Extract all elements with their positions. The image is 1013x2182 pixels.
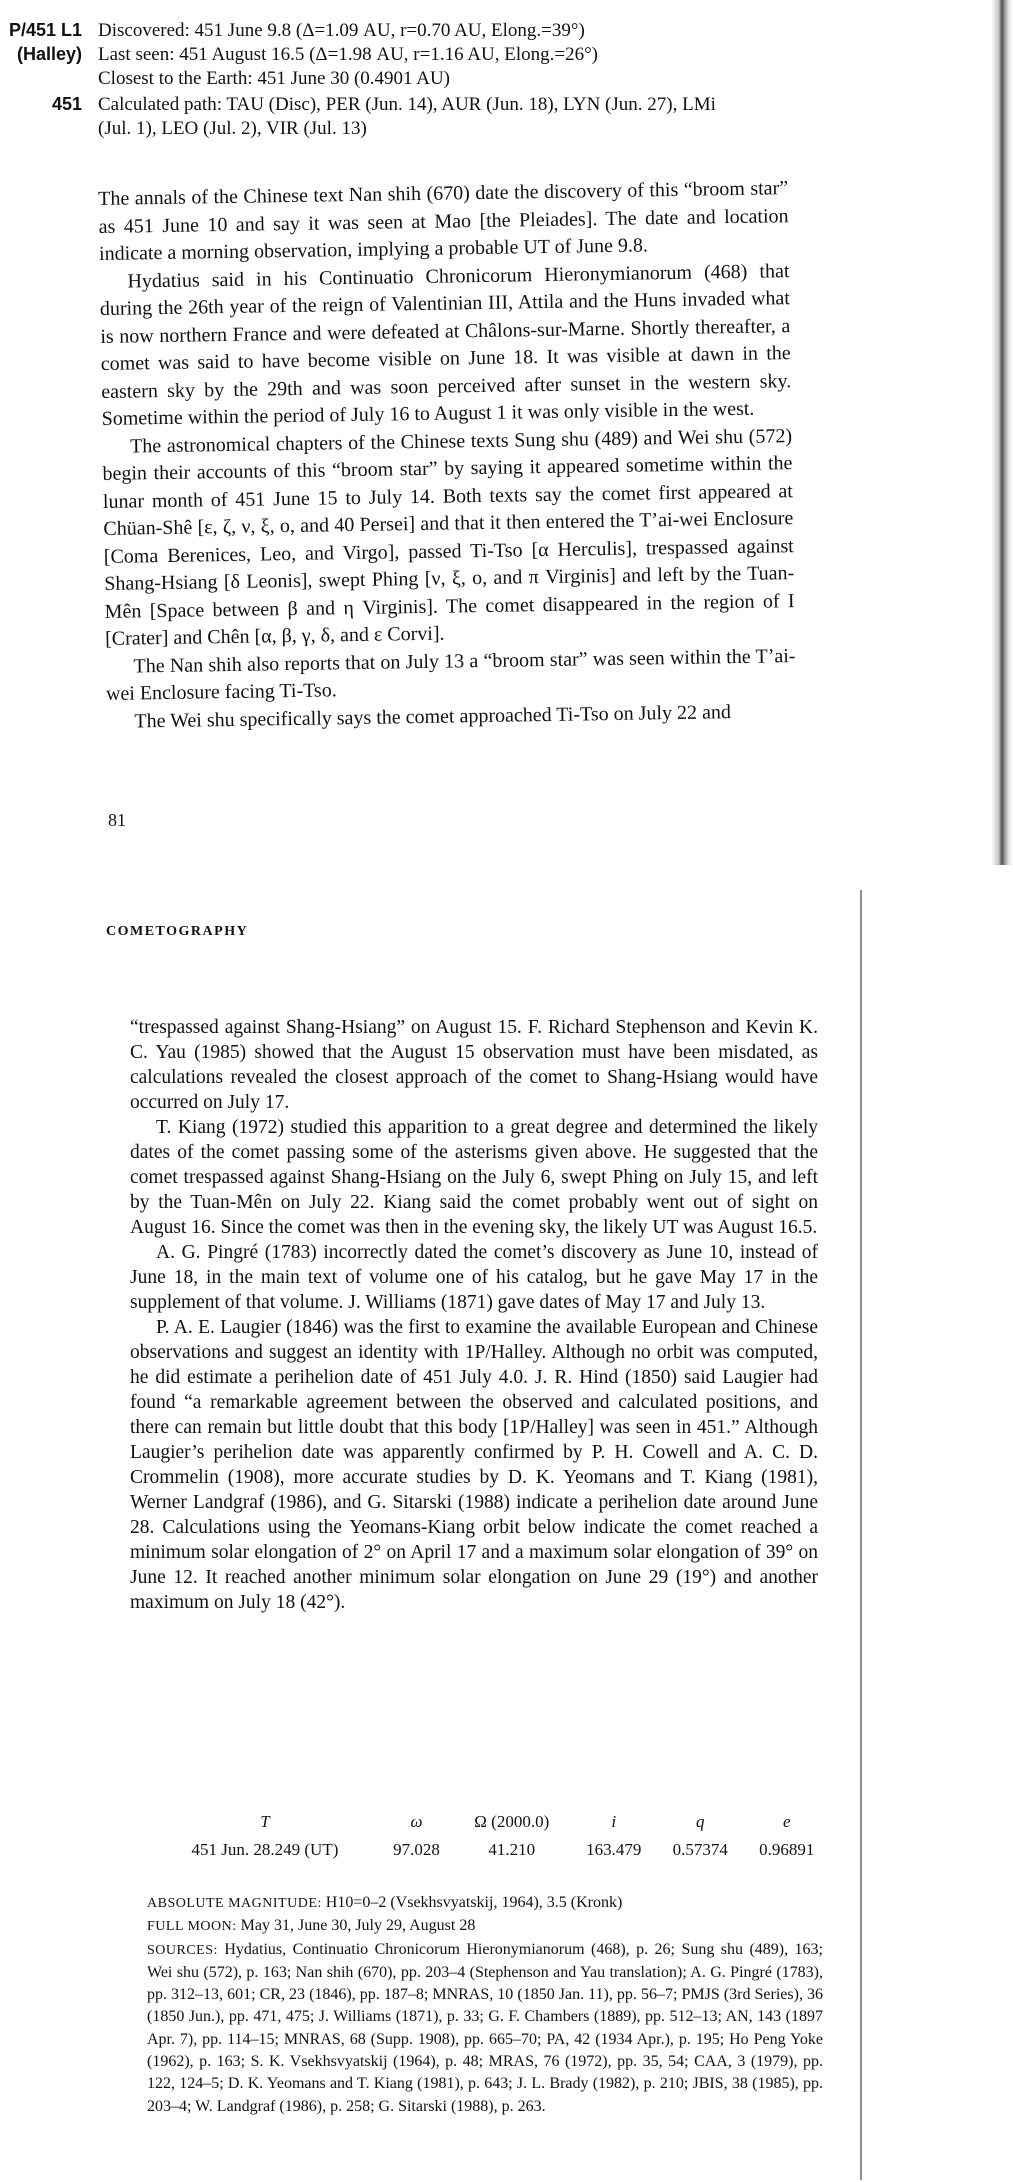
last-seen-line: Last seen: 451 August 16.5 (Δ=1.98 AU, r=1.16 AU, Elong.=26°) bbox=[98, 44, 599, 65]
paragraph: The astronomical chapters of the Chinese texts Sung shu (489) and Wei shu (572) begin their accounts of this “broom star” by saying it appeared sometime within the lunar month of 451 June 15 to July 14. Both texts say the comet first appeared at Chüan-Shê [ε, ζ, ν, ξ, ο, and 40 Persei] and that it then entered the T’ai-wei Enclosure [Coma Berenices, Leo, and Virgo], passed Ti-Tso [α Herculis], trespassed against Shang-Hsiang [δ Leonis], swept Phing [ν, ξ, ο, and π Virginis] and left by the Tuan-Mên [Space between β and η Virginis]. The comet disappeared in the region of I [Crater] and Chên [α, β, γ, δ, and ε Corvi]. bbox=[102, 424, 795, 650]
table-cell: 0.96891 bbox=[759, 1840, 815, 1859]
paragraph: “trespassed against Shang-Hsiang” on August 15. F. Richard Stephenson and Kevin K. C. Yau (1985) showed that the August 15 observation must have been misdated, as calculations revealed the closest approach of the comet to Shang-Hsiang would have occurred on July 17. bbox=[130, 1017, 818, 1113]
column-header: Ω (2000.0) bbox=[474, 1812, 550, 1831]
column-header: ω bbox=[410, 1812, 423, 1831]
full-moon-note bbox=[147, 1915, 823, 1938]
paragraph: P. A. E. Laugier (1846) was the first to examine the available European and Chinese observations and suggest an identity with 1P/Halley. Although no orbit was computed, he did estimate a perihelion date of 451 July 4.0. J. R. Hind (1850) said Laugier had found “a remarkable agreement between the observed and calculated positions, and there can remain but little doubt that this body [1P/Halley] was seen in 451.” Although Laugier’s perihelion date was apparently confirmed by P. H. Cowell and A. C. D. Crommelin (1908), more accurate studies by D. K. Yeomans and T. Kiang (1981), Werner Landgraf (1986), and G. Sitarski (1988) indicate a perihelion date around June 28. Calculations using the Yeomans-Kiang orbit below indicate the comet reached a minimum solar elongation of 2° on April 17 and a maximum solar elongation of 39° on June 12. It reached another minimum solar elongation on June 29 (19°) and another maximum on July 18 (42°). bbox=[130, 1317, 818, 1613]
note-value: Hydatius, Continuatio Chronicorum Hieronymianorum (468), p. 26; Sung shu (489), 163; Wei shu (572), p. 163; Nan shih (670), pp. 203–4 (Stephenson and Yau translation); A. G. Pingré (1783), pp. 312–13, 601; CR, 23 (1846), pp. 187–8; MNRAS, 10 (1850 Jan. 11), pp. 56–7; PMJS (3rd Series), 36 (1850 Jun.), pp. 471, 475; J. Williams (1871), p. 33; G. F. Chambers (1889), pp. 512–13; AN, 143 (1897 Apr. 7), pp. 114–15; MNRAS, 68 (Supp. 1908), pp. 665–70; PA, 42 (1934 Apr.), p. 195; Ho Peng Yoke (1962), p. 163; S. K. Vsekhsvyatskij (1964), p. 48; MRAS, 76 (1972), pp. 35, 54; CAA, 3 (1979), pp. 122, 124–5; D. K. Yeomans and T. Kiang (1981), p. 643; J. L. Brady (1982), p. 210; JBIS, 38 (1985), pp. 203–4; W. Landgraf (1986), p. 258; G. Sitarski (1988), p. 263. bbox=[147, 1940, 824, 2115]
scan-edge-line bbox=[860, 890, 862, 2180]
comet-year: 451 bbox=[51, 94, 82, 114]
table-cell: 41.210 bbox=[488, 1840, 536, 1859]
sources-note bbox=[147, 1939, 823, 2118]
note-label: FULL MOON: bbox=[147, 1919, 237, 1935]
column-header: e bbox=[782, 1812, 791, 1831]
column-header: T bbox=[260, 1812, 270, 1831]
paragraph: The Nan shih also reports that on July 13 a “broom star” was seen within the T’ai-wei Enclosure facing Ti-Tso. bbox=[105, 644, 796, 705]
header-row-path-cont bbox=[0, 115, 367, 145]
comet-designation: P/451 L1 bbox=[8, 20, 82, 40]
table-row bbox=[150, 1840, 830, 1860]
note-value: May 31, June 30, July 29, August 28 bbox=[240, 1917, 476, 1935]
scan-edge-shadow bbox=[991, 0, 1013, 865]
absolute-magnitude-note bbox=[147, 1892, 823, 1915]
note-label: ABSOLUTE MAGNITUDE: bbox=[147, 1896, 322, 1911]
lower-body-text bbox=[130, 1015, 818, 1615]
paragraph: Hydatius said in his Continuatio Chronicorum Hieronymianorum (468) that during the 26th year of the reign of Valentinian III, Attila and the Huns invaded what is now northern France and were defeated at Châlons-sur-Marne. Shortly thereafter, a comet was said to have become visible on June 18. It was visible at dawn in the eastern sky by the 29th and was soon perceived after sunset in the western sky. Sometime within the period of July 16 to August 1 it was only visible in the west. bbox=[99, 259, 792, 430]
closest-line: Closest to the Earth: 451 June 30 (0.4901 AU) bbox=[98, 68, 450, 89]
table-cell: 0.57374 bbox=[672, 1840, 728, 1859]
paragraph: The annals of the Chinese text Nan shih (670) date the discovery of this “broom star” as 451 June 10 and say it was seen at Mao [the Pleiades]. The date and location indicate a morning observation, implying a probable UT of June 9.8. bbox=[98, 177, 789, 265]
paragraph: The Wei shu specifically says the comet approached Ti-Tso on July 22 and bbox=[134, 700, 732, 732]
note-label: SOURCES: bbox=[147, 1942, 218, 1958]
discovered-line: Discovered: 451 June 9.8 (Δ=1.09 AU, r=0.70 AU, Elong.=39°) bbox=[98, 20, 585, 41]
comet-name: (Halley) bbox=[16, 44, 82, 64]
upper-body-text bbox=[98, 175, 797, 736]
upper-book-page bbox=[0, 0, 1013, 865]
table-cell: 163.479 bbox=[586, 1840, 642, 1859]
table-cell: 451 Jun. 28.249 (UT) bbox=[191, 1840, 339, 1859]
table-cell: 97.028 bbox=[393, 1840, 440, 1859]
running-head: COMETOGRAPHY bbox=[106, 924, 249, 939]
column-header: i bbox=[611, 1812, 617, 1831]
paragraph: T. Kiang (1972) studied this apparition to a great degree and determined the likely dates of the comet passing some of the asterisms given above. He suggested that the comet trespassed against Shang-Hsiang on the July 6, swept Phing on July 15, and left by the Tuan-Mên on July 22. Kiang said the comet probably went out of sight on August 16. Since the comet was then in the evening sky, the likely UT was August 16.5. bbox=[130, 1117, 818, 1238]
calculated-path-continuation: (Jul. 1), LEO (Jul. 2), VIR (Jul. 13) bbox=[98, 118, 367, 139]
calculated-path-line: Calculated path: TAU (Disc), PER (Jun. 14), AUR (Jun. 18), LYN (Jun. 27), LMi bbox=[98, 94, 716, 115]
notes-section bbox=[147, 1892, 823, 2118]
table-header-row bbox=[150, 1812, 830, 1840]
column-header: q bbox=[695, 1812, 705, 1831]
page-number: 81 bbox=[108, 810, 126, 830]
note-value: H10=0–2 (Vsekhsvyatskij, 1964), 3.5 (Kronk) bbox=[325, 1894, 623, 1911]
orbital-elements-table bbox=[150, 1812, 830, 1860]
paragraph: A. G. Pingré (1783) incorrectly dated the comet’s discovery as June 10, instead of June 18, in the main text of volume one of his catalog, but he gave May 17 in the supplement of that volume. J. Williams (1871) gave dates of May 17 and July 13. bbox=[130, 1242, 818, 1313]
